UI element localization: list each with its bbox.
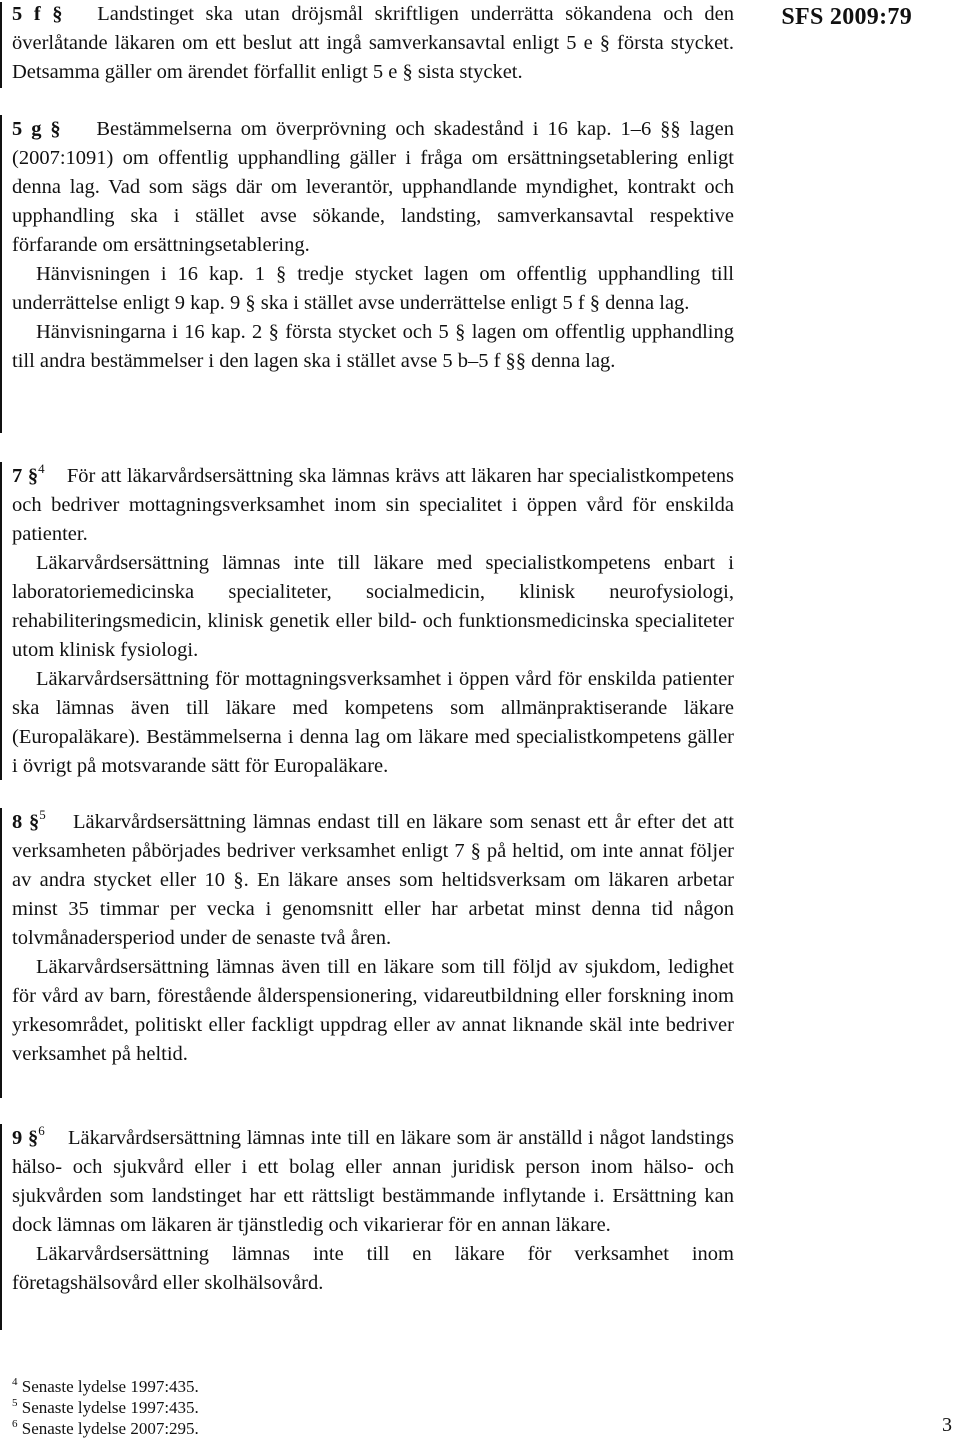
section-number: 9 § [12,1127,39,1149]
footnote-text: Senaste lydelse 1997:435. [21,1377,199,1396]
section-8 [12,808,734,1069]
section-paragraph: Läkarvårdsersättning lämnas endast till en läkare som senast ett år efter det att verksamheten påbörjades bedriver verksamhet enligt 7 § på heltid, om inte annat följer av andra stycket eller 10 §. En läkare anses som heltidsverksam om läkaren arbetar minst 35 timmar per vecka i genomsnitt eller har arbetat minst denna tid någon tolvmånadersperiod under de senaste två åren. [12,811,734,949]
footnote [12,1376,199,1397]
page-number: 3 [942,1414,952,1436]
footnote [12,1418,199,1439]
footnote-text: Senaste lydelse 2007:295. [21,1419,199,1438]
section-5g [12,115,734,376]
change-bar [0,1124,2,1330]
section-paragraph: Läkarvårdsersättning lämnas inte till en läkare som är anställd i något landstings hälso- och sjukvård eller i ett bolag eller annan juridisk person inom hälso- och sjukvården som landstinget har ett rättsligt bestämmande inflytande i. Ersättning kan dock lämnas om läkaren är tjänstledig och vikarierar för en annan läkare. [12,1127,735,1236]
section-paragraph: Läkarvårdsersättning lämnas även till en läkare som till följd av sjukdom, ledighet för vård av barn, förestående ålderspensionering, vidareutbildning eller forskning inom yrkesområdet, politiskt eller fackligt uppdrag eller av annat liknande skäl inte bedriver verksamhet på heltid. [12,956,734,1065]
section-5f [12,0,734,87]
footnote [12,1397,199,1418]
section-paragraph: Hänvisningen i 16 kap. 1 § tredje stycket lagen om offentlig upphandling till underrättelse enligt 9 kap. 9 § ska i stället avse underrättelse enligt 5 f § denna lag. [12,263,734,314]
footnote-text: Senaste lydelse 1997:435. [21,1398,199,1417]
section-number: 7 § [12,465,39,487]
change-bar [0,808,2,1098]
section-paragraph: Läkarvårdsersättning lämnas inte till en läkare för verksamhet inom företagshälsovård eller skolhälsovård. [12,1243,734,1294]
footnote-ref: 4 [38,461,45,476]
footnote-number: 5 [12,1397,18,1409]
change-bar [0,2,2,88]
section-paragraph: Hänvisningarna i 16 kap. 2 § första stycket och 5 § lagen om offentlig upphandling till andra bestämmelser i den lagen ska i stället avse 5 b–5 f §§ denna lag. [12,321,734,372]
section-paragraph: Bestämmelserna om överprövning och skadestånd i 16 kap. 1–6 §§ lagen (2007:1091) om offentlig upphandling gäller i fråga om ersättningsetablering enligt denna lag. Vad som sägs där om leverantör, upphandlande myndighet, kontrakt och upphandling ska i stället avse sökande, landsting, samverkansavtal respektive förfarande om ersättningsetablering. [12,118,734,256]
section-paragraph: Läkarvårdsersättning för mottagningsverksamhet i öppen vård för enskilda patienter ska lämnas även till läkare med kompetens som allmänpraktiserande läkare (Europaläkare). Bestämmelserna i denna lag om läkare med specialistkompetens gäller i övrigt på motsvarande sätt för Europaläkare. [12,668,734,777]
section-paragraph: Läkarvårdsersättning lämnas inte till läkare med specialistkompetens enbart i laboratoriemedicinska specialiteter, socialmedicin, klinisk neurofysiologi, rehabiliteringsmedicin, klinisk genetik eller bild- och funktionsmedicinska specialiteter utom klinisk fysiologi. [12,552,734,661]
footnote-ref: 5 [39,807,46,822]
section-text: Landstinget ska utan dröjsmål skriftligen underrätta sökandena och den överlåtande läkaren om ett beslut att ingå samverkansavtal enligt 5 e § första stycket. Detsamma gäller om ärendet förfallit enligt 5 e § sista stycket. [12,3,735,83]
footnote-ref: 6 [38,1123,45,1138]
footnote-number: 6 [12,1418,18,1430]
section-9 [12,1124,734,1298]
section-paragraph: För att läkarvårdsersättning ska lämnas krävs att läkaren har specialistkompetens och bedriver mottagningsverksamhet inom sin specialitet i öppen vård för enskilda patienter. [12,465,735,545]
section-7 [12,462,734,781]
section-number: 5 g § [12,118,61,140]
change-bar [0,115,2,433]
footnote-number: 4 [12,1376,18,1388]
change-bar [0,462,2,780]
sfs-number: SFS 2009:79 [781,4,912,30]
section-number: 8 § [12,811,40,833]
section-number: 5 f § [12,3,63,25]
